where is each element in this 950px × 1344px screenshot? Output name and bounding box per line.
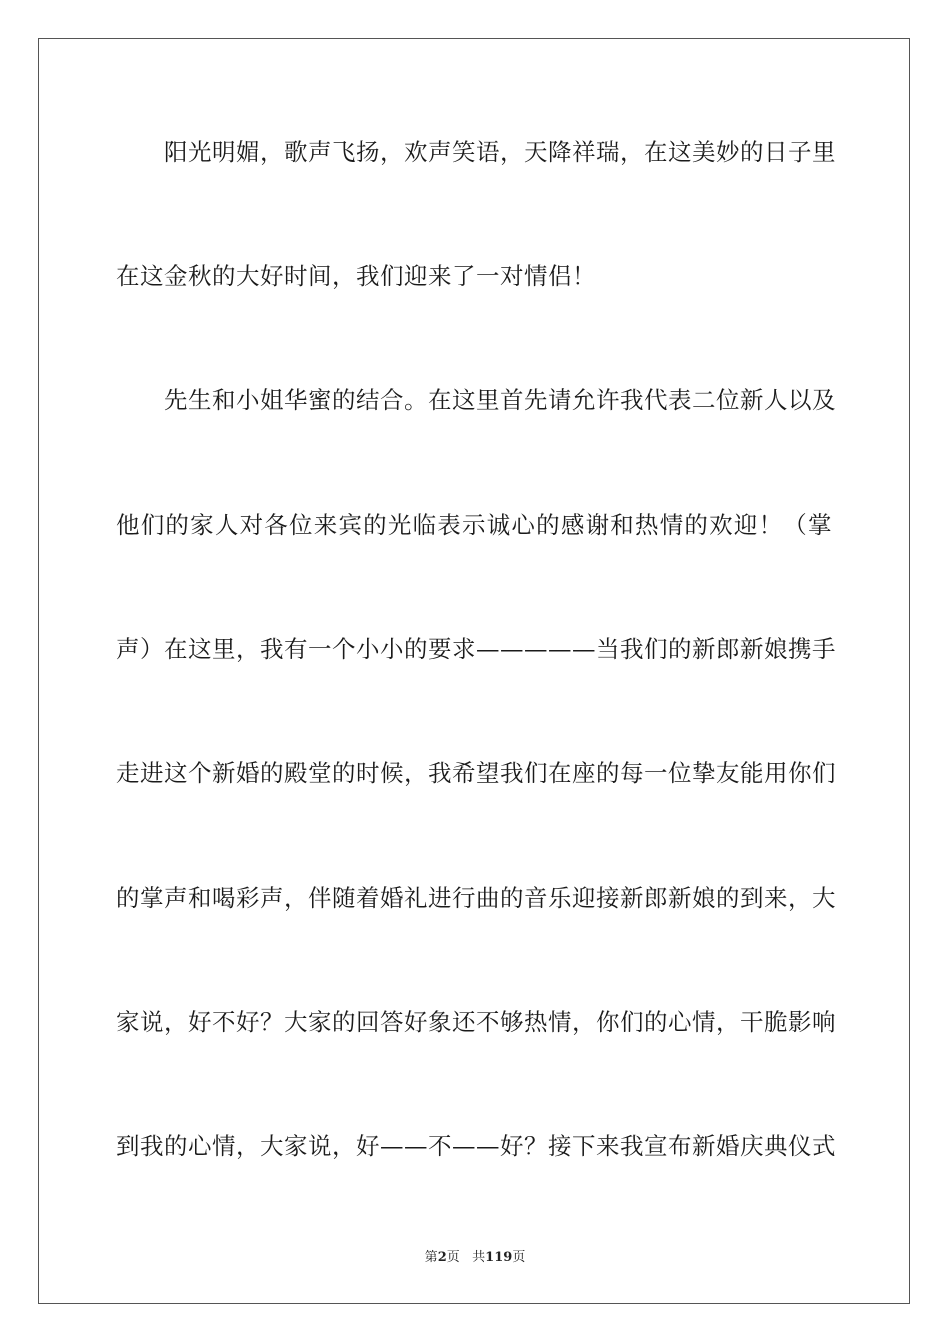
total-prefix: 共 [472,1250,486,1265]
total-pages: 119 [485,1250,513,1265]
paragraph-line: 家说，好不好？大家的回答好象还不够热情，你们的心情，干脆影响 [116,1008,836,1036]
paragraph-line: 的掌声和喝彩声，伴随着婚礼进行曲的音乐迎接新郎新娘的到来，大 [116,884,836,912]
paragraph-line: 在这金秋的大好时间，我们迎来了一对情侣！ [116,262,596,290]
page-frame [38,38,910,1304]
paragraph-line: 阳光明媚，歌声飞扬，欢声笑语，天降祥瑞，在这美妙的日子里 [164,138,836,166]
paragraph-line: 他们的家人对各位来宾的光临表示诚心的感谢和热情的欢迎！（掌 [116,511,832,539]
page-prefix: 第 [424,1250,438,1265]
total-suffix: 页 [512,1250,526,1265]
paragraph-line: 先生和小姐华蜜的结合。在这里首先请允许我代表二位新人以及 [164,386,836,414]
paragraph-line: 走进这个新婚的殿堂的时候，我希望我们在座的每一位挚友能用你们 [116,759,836,787]
paragraph-line: 到我的心情，大家说，好——不——好？接下来我宣布新婚庆典仪式 [116,1132,836,1160]
paragraph-line: 声）在这里，我有一个小小的要求—————当我们的新郎新娘携手 [116,635,836,663]
page-suffix: 页 [446,1250,460,1265]
page-footer [0,1246,950,1265]
page-number: 2 [437,1250,447,1265]
